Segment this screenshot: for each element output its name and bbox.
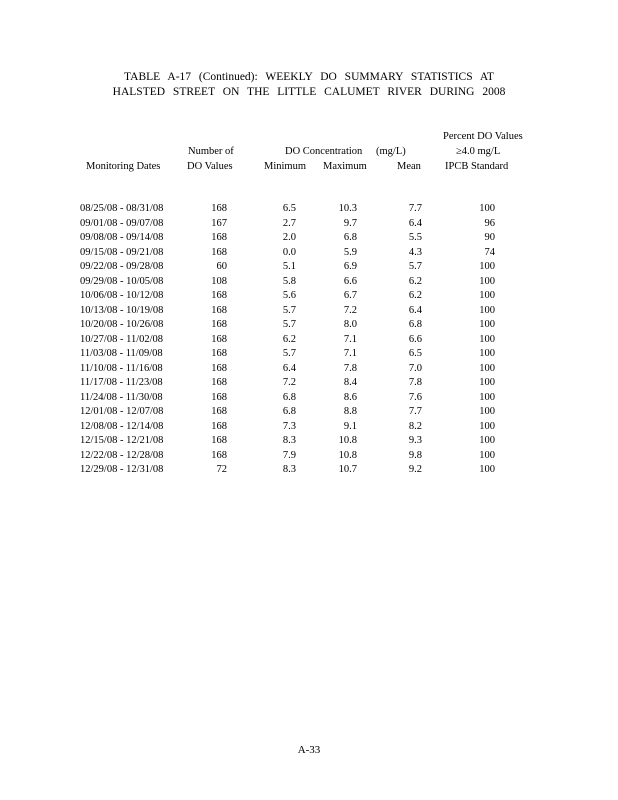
header-units: (mg/L) xyxy=(376,146,406,157)
cell-mean: 9.3 xyxy=(408,435,422,446)
cell-mean: 5.5 xyxy=(408,232,422,243)
cell-percent: 100 xyxy=(479,362,495,374)
cell-dates: 12/15/08 - 12/21/08 xyxy=(80,435,164,446)
table-row xyxy=(0,231,618,246)
cell-count: 72 xyxy=(216,464,227,475)
table-row xyxy=(0,362,618,377)
cell-percent: 100 xyxy=(479,319,495,330)
cell-mean: 6.2 xyxy=(408,290,422,301)
cell-percent: 100 xyxy=(479,435,495,446)
cell-count: 168 xyxy=(211,377,227,388)
cell-dates: 11/17/08 - 11/23/08 xyxy=(80,377,163,388)
cell-mean: 9.8 xyxy=(408,449,422,461)
cell-count: 168 xyxy=(211,304,227,316)
table-row xyxy=(0,260,618,275)
cell-mean: 6.8 xyxy=(408,319,422,330)
cell-mean: 7.0 xyxy=(408,362,422,374)
cell-minimum: 7.3 xyxy=(282,420,296,432)
cell-mean: 7.8 xyxy=(408,377,422,388)
cell-count: 168 xyxy=(211,449,227,461)
cell-count: 168 xyxy=(211,362,227,374)
cell-count: 168 xyxy=(211,319,227,330)
cell-minimum: 6.5 xyxy=(282,203,296,214)
table-row xyxy=(0,449,618,464)
table-row xyxy=(0,347,618,362)
header-percent-line3: IPCB Standard xyxy=(445,161,509,172)
cell-count: 168 xyxy=(211,348,227,359)
cell-mean: 7.7 xyxy=(408,203,422,214)
cell-minimum: 5.7 xyxy=(282,348,296,359)
cell-dates: 10/20/08 - 10/26/08 xyxy=(80,319,164,330)
cell-percent: 100 xyxy=(479,304,495,316)
cell-dates: 10/13/08 - 10/19/08 xyxy=(80,304,164,316)
cell-maximum: 7.1 xyxy=(343,348,357,359)
cell-minimum: 6.2 xyxy=(282,333,296,345)
table-row xyxy=(0,246,618,261)
cell-dates: 11/03/08 - 11/09/08 xyxy=(80,348,163,359)
cell-count: 168 xyxy=(211,420,227,432)
cell-minimum: 5.1 xyxy=(282,261,296,272)
cell-mean: 6.2 xyxy=(408,275,422,287)
cell-mean: 9.2 xyxy=(408,464,422,475)
header-number-line1: Number of xyxy=(188,146,234,157)
cell-maximum: 6.8 xyxy=(343,232,357,243)
cell-percent: 100 xyxy=(479,290,495,301)
cell-minimum: 7.2 xyxy=(282,377,296,388)
cell-count: 108 xyxy=(211,275,227,287)
cell-mean: 5.7 xyxy=(408,261,422,272)
table-row xyxy=(0,318,618,333)
cell-minimum: 2.7 xyxy=(282,217,296,229)
table-row xyxy=(0,376,618,391)
cell-percent: 100 xyxy=(479,348,495,359)
header-percent-line1: Percent DO Values xyxy=(443,131,523,142)
cell-count: 168 xyxy=(211,391,227,403)
table-row xyxy=(0,463,618,478)
cell-dates: 09/15/08 - 09/21/08 xyxy=(80,246,164,258)
cell-percent: 100 xyxy=(479,420,495,432)
cell-maximum: 5.9 xyxy=(343,246,357,258)
cell-maximum: 8.6 xyxy=(343,391,357,403)
title-line-2: HALSTED STREET ON THE LITTLE CALUMET RIVER DURING 2008 xyxy=(112,86,506,98)
cell-minimum: 5.8 xyxy=(282,275,296,287)
cell-maximum: 7.2 xyxy=(343,304,357,316)
cell-percent: 100 xyxy=(479,333,495,345)
table-row xyxy=(0,304,618,319)
header-do-concentration: DO Concentration xyxy=(285,146,363,157)
cell-minimum: 5.6 xyxy=(282,290,296,301)
header-monitoring-dates: Monitoring Dates xyxy=(86,161,161,172)
cell-count: 168 xyxy=(211,435,227,446)
cell-percent: 100 xyxy=(479,449,495,461)
cell-minimum: 5.7 xyxy=(282,304,296,316)
cell-dates: 12/29/08 - 12/31/08 xyxy=(80,464,164,475)
header-minimum: Minimum xyxy=(264,161,307,172)
header-maximum: Maximum xyxy=(323,161,367,172)
cell-percent: 74 xyxy=(484,246,495,258)
cell-percent: 100 xyxy=(479,406,495,417)
table-row xyxy=(0,405,618,420)
header-number-line2: DO Values xyxy=(187,161,233,172)
cell-maximum: 7.1 xyxy=(343,333,357,345)
page-number: A-33 xyxy=(297,744,321,756)
table-row xyxy=(0,434,618,449)
cell-mean: 7.7 xyxy=(408,406,422,417)
header-mean: Mean xyxy=(397,161,421,172)
cell-dates: 12/08/08 - 12/14/08 xyxy=(80,420,164,432)
header-percent-line2: ≥4.0 mg/L xyxy=(456,146,501,157)
table-body xyxy=(0,202,618,478)
cell-maximum: 10.7 xyxy=(338,464,357,475)
cell-minimum: 6.8 xyxy=(282,391,296,403)
cell-maximum: 6.9 xyxy=(343,261,357,272)
cell-minimum: 8.3 xyxy=(282,464,296,475)
cell-count: 168 xyxy=(211,232,227,243)
cell-maximum: 6.6 xyxy=(343,275,357,287)
cell-dates: 09/08/08 - 09/14/08 xyxy=(80,232,164,243)
cell-minimum: 6.8 xyxy=(282,406,296,417)
cell-dates: 11/24/08 - 11/30/08 xyxy=(80,391,163,403)
table-row xyxy=(0,333,618,348)
cell-dates: 08/25/08 - 08/31/08 xyxy=(80,203,164,214)
cell-maximum: 10.8 xyxy=(338,435,357,446)
cell-minimum: 5.7 xyxy=(282,319,296,330)
cell-dates: 12/01/08 - 12/07/08 xyxy=(80,406,164,417)
cell-count: 168 xyxy=(211,290,227,301)
cell-dates: 09/29/08 - 10/05/08 xyxy=(80,275,164,287)
table-row xyxy=(0,391,618,406)
cell-minimum: 7.9 xyxy=(282,449,296,461)
table-row xyxy=(0,289,618,304)
cell-dates: 12/22/08 - 12/28/08 xyxy=(80,449,164,461)
title-line-1: TABLE A-17 (Continued): WEEKLY DO SUMMARY STATISTICS AT xyxy=(124,71,494,83)
cell-count: 168 xyxy=(211,406,227,417)
cell-dates: 10/27/08 - 11/02/08 xyxy=(80,333,164,345)
cell-maximum: 10.8 xyxy=(338,449,357,461)
table-title xyxy=(0,70,618,100)
cell-dates: 09/01/08 - 09/07/08 xyxy=(80,217,164,229)
cell-percent: 100 xyxy=(479,377,495,388)
cell-dates: 10/06/08 - 10/12/08 xyxy=(80,290,164,301)
cell-percent: 90 xyxy=(484,232,495,243)
table-row xyxy=(0,202,618,217)
cell-count: 168 xyxy=(211,246,227,258)
cell-minimum: 0.0 xyxy=(282,246,296,258)
cell-percent: 100 xyxy=(479,261,495,272)
cell-mean: 7.6 xyxy=(408,391,422,403)
cell-maximum: 6.7 xyxy=(343,290,357,301)
cell-percent: 100 xyxy=(479,391,495,403)
cell-minimum: 8.3 xyxy=(282,435,296,446)
cell-mean: 6.4 xyxy=(408,217,422,229)
cell-count: 167 xyxy=(211,217,227,229)
table-row xyxy=(0,275,618,290)
cell-maximum: 9.7 xyxy=(343,217,357,229)
cell-count: 60 xyxy=(216,261,227,272)
cell-dates: 09/22/08 - 09/28/08 xyxy=(80,261,164,272)
cell-percent: 100 xyxy=(479,203,495,214)
cell-mean: 8.2 xyxy=(408,420,422,432)
cell-mean: 4.3 xyxy=(408,246,422,258)
cell-minimum: 6.4 xyxy=(282,362,296,374)
cell-percent: 100 xyxy=(479,275,495,287)
cell-percent: 96 xyxy=(484,217,495,229)
cell-maximum: 9.1 xyxy=(343,420,357,432)
cell-mean: 6.5 xyxy=(408,348,422,359)
table-row xyxy=(0,420,618,435)
cell-maximum: 7.8 xyxy=(343,362,357,374)
table-row xyxy=(0,217,618,232)
cell-count: 168 xyxy=(211,333,227,345)
cell-maximum: 8.4 xyxy=(343,377,357,388)
cell-maximum: 10.3 xyxy=(338,203,357,214)
cell-maximum: 8.0 xyxy=(343,319,357,330)
cell-mean: 6.4 xyxy=(408,304,422,316)
cell-mean: 6.6 xyxy=(408,333,422,345)
cell-percent: 100 xyxy=(479,464,495,475)
cell-count: 168 xyxy=(211,203,227,214)
cell-dates: 11/10/08 - 11/16/08 xyxy=(80,362,163,374)
cell-minimum: 2.0 xyxy=(282,232,296,243)
cell-maximum: 8.8 xyxy=(343,406,357,417)
